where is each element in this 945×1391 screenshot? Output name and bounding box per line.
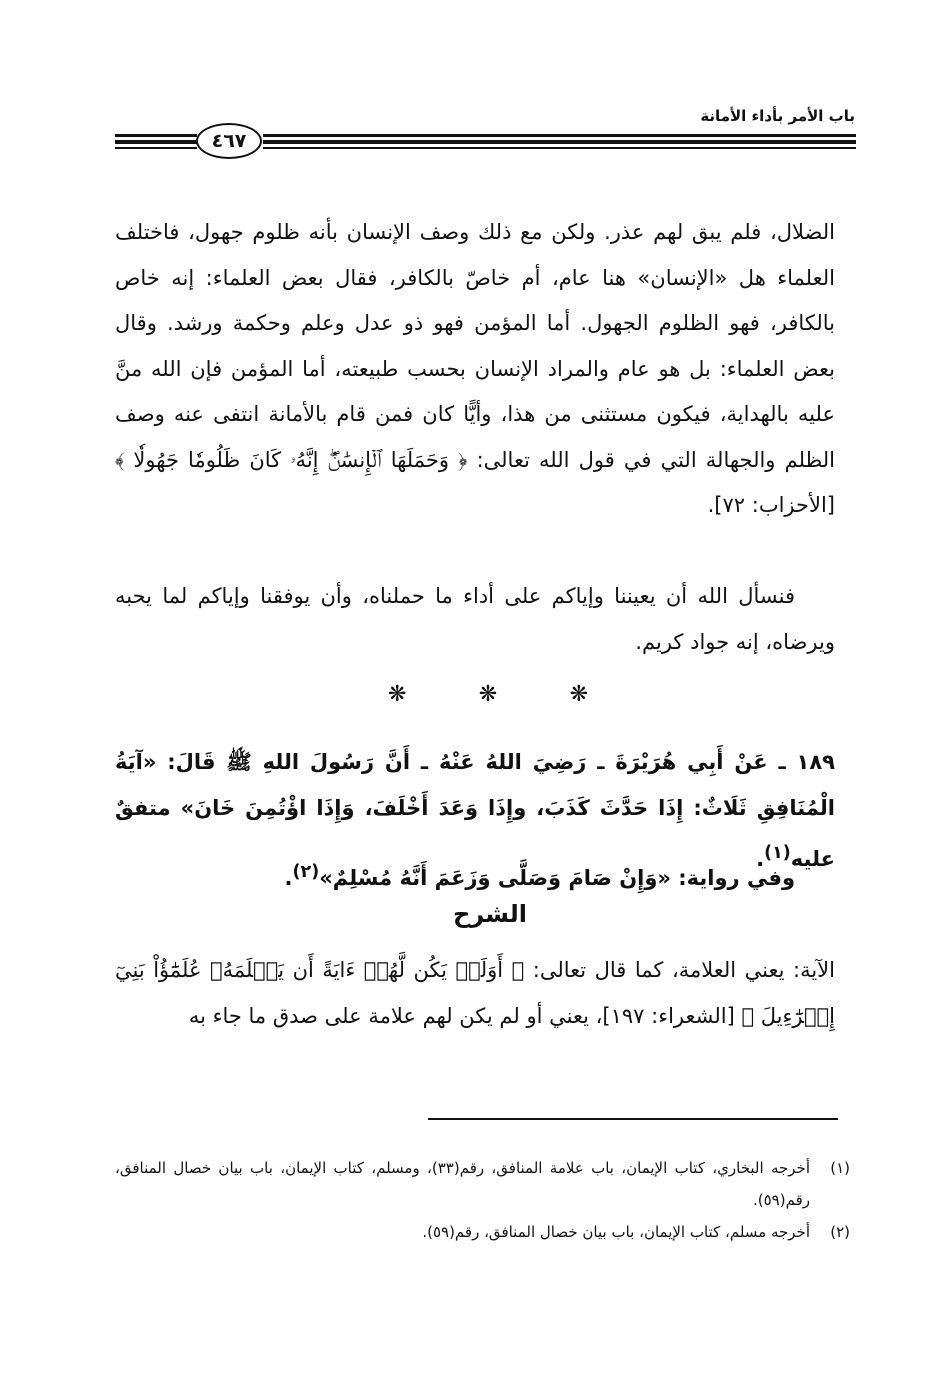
footnote-marker: (٢) — [292, 862, 320, 882]
explanation-text: الآية: يعني العلامة، كما قال تعالى: — [532, 958, 835, 982]
separator-star: ❋ — [388, 682, 407, 707]
footnote-item — [115, 1152, 850, 1216]
footnote-number: (١) — [830, 1159, 850, 1177]
variant-text: وفي رواية: «وَإِنْ صَامَ وَصَلَّى وَزَعَمَ أَنَّهُ مُسْلِمٌ» — [319, 866, 795, 890]
footnote-text: أخرجه البخاري، كتاب الإيمان، باب علامة المنافق، رقم(٣٣)، ومسلم، كتاب الإيمان، باب بيان خصال المنافق، رقم(٥٩). — [115, 1159, 810, 1209]
quran-verse: ﴿ أَوَلَمۡ يَكُن لَّهُمۡ ءَايَةً أَن يَعۡلَمَهُۥ عُلَمَٰٓؤُاْ بَنِيٓ إِسۡرَٰٓءِيلَ ﴾ — [115, 958, 835, 1028]
section-heading: الشرح — [453, 900, 527, 928]
explanation-text: يعني أو لم يكن لهم علامة على صدق ما جاء به — [188, 1003, 589, 1028]
footnote-divider — [428, 1118, 838, 1120]
chapter-title: باب الأمر بأداء الأمانة — [700, 107, 855, 125]
commentary-paragraph — [115, 210, 835, 529]
header-rule-left — [115, 134, 197, 152]
quran-verse: ﴿ وَحَمَلَهَا ٱلۡإِنسَٰنُۖ إِنَّهُۥ كَانَ ظَلُومٗا جَهُولٗا ﴾ — [115, 447, 468, 472]
page-number: ٤٦٧ — [196, 123, 262, 159]
footnote-marker: (١) — [764, 843, 791, 863]
footnote-text: أخرجه مسلم، كتاب الإيمان، باب بيان خصال المنافق، رقم(٥٩). — [422, 1223, 810, 1241]
separator-star: ❋ — [569, 682, 588, 707]
footnote-item — [115, 1216, 850, 1248]
hadith-paragraph: ١٨٩ ـ عَنْ أَبِي هُرَيْرَةَ ـ رَضِيَ اللهُ عَنْهُ ـ أَنَّ رَسُولَ اللهِ ﷺ قَالَ: «آيَةُ الْمُنَافِقِ ثَلَاثٌ: إِذَا حَدَّثَ كَذَبَ، وإِذَا وَعَدَ أَخْلَفَ، وَإِذَا اؤْتُمِنَ خَانَ» متفقٌ عليه$^{(١)}$. — [115, 750, 835, 871]
verse-reference: [الأحزاب: ٧٢]. — [707, 493, 835, 517]
footnotes — [115, 1152, 850, 1248]
section-separator — [388, 682, 588, 707]
hadith-text: ١٨٩ ـ عَنْ أَبِي هُرَيْرَةَ ـ رَضِيَ اللهُ عَنْهُ ـ أَنَّ رَسُولَ اللهِ ﷺ قَالَ: «آيَةُ الْمُنَافِقِ ثَلَاثٌ: إِذَا حَدَّثَ كَذَبَ، وإِذَا وَعَدَ أَخْلَفَ، وَإِذَا اؤْتُمِنَ خَانَ» متفقٌ عليه — [115, 750, 835, 871]
footnote-number: (٢) — [830, 1223, 850, 1241]
header-rule-right — [263, 134, 856, 152]
commentary-text: الضلال، فلم يبق لهم عذر. ولكن مع ذلك وصف الإنسان بأنه ظلوم جهول، فاختلف العلماء هل «الإنسان» هنا عام، أم خاصّ بالكافر، فقال بعض العلماء: إنه خاص بالكافر، فهو الظلوم الجهول. أما المؤمن فهو ذو عدل وعلم وحكمة ورشد. وقال بعض العلماء: بل هو عام والمراد الإنسان بحسب طبيعته، أما المؤمن فإن الله منَّ عليه بالهداية، فيكون مستثنى من هذا، وأيًّا كان فمن قام بالأمانة انتفى عنه وصف الظلم والجهالة التي في قول الله تعالى: — [115, 220, 835, 472]
explanation-paragraph — [115, 948, 835, 1039]
separator-star: ❋ — [478, 682, 498, 707]
hadith-variant: وفي رواية: «وَإِنْ صَامَ وَصَلَّى وَزَعَمَ أَنَّهُ مُسْلِمٌ»$^{(٢)}$. — [284, 862, 795, 890]
supplication-paragraph: فنسأل الله أن يعيننا وإياكم على أداء ما حملناه، وأن يوفقنا وإياكم لما يحبه ويرضاه، إنه جواد كريم. — [115, 584, 835, 654]
verse-reference: [الشعراء: ١٩٧]، — [595, 1003, 735, 1028]
